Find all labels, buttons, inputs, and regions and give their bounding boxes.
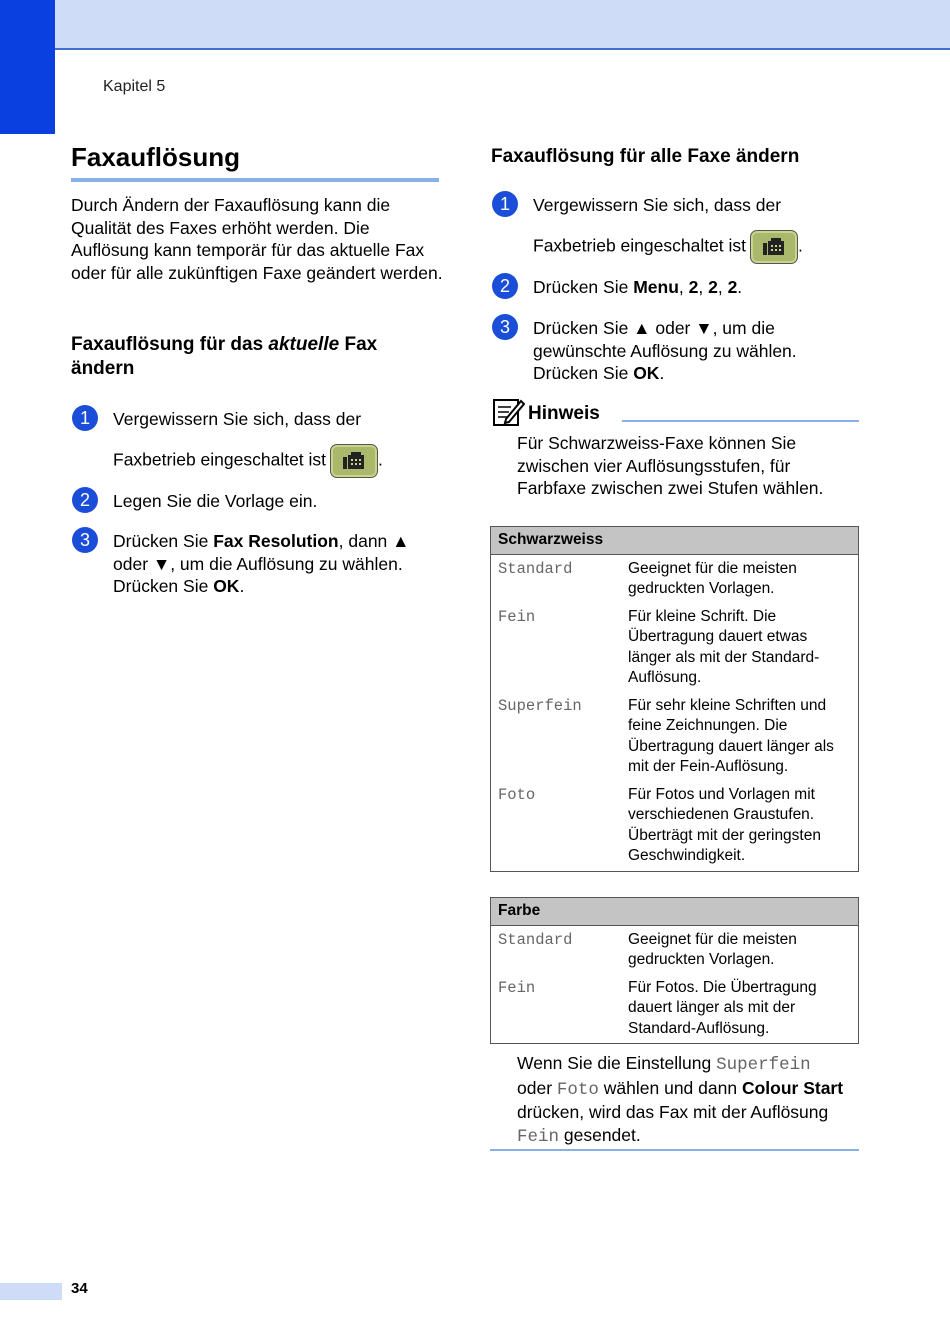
note-end-rule bbox=[490, 1149, 859, 1151]
chapter-tab bbox=[0, 0, 55, 134]
chapter-label: Kapitel 5 bbox=[103, 78, 166, 95]
subheading-all-faxes: Faxauflösung für alle Faxe ändern bbox=[491, 146, 800, 167]
page-number-bar bbox=[0, 1283, 62, 1300]
key-2: 2 bbox=[708, 277, 718, 297]
step-text: . bbox=[798, 235, 803, 256]
desc-cell: Geeignet für die meisten gedruckten Vorlagen. bbox=[628, 930, 797, 968]
step-text: Drücken Sie bbox=[533, 277, 634, 297]
key-colour-start: Colour Start bbox=[741, 1077, 844, 1098]
step-number: 3 bbox=[492, 314, 518, 340]
table-row bbox=[491, 785, 859, 872]
desc-cell: Für sehr kleine Schriften und feine Zeichnungen. Die Übertragung dauert länger als mit der Fein-Auflösung. bbox=[628, 696, 834, 775]
footnote-text: drücken, wird das Fax mit der Auflösung bbox=[517, 1102, 829, 1122]
note-text: Für Schwarzweiss-Faxe können Sie zwischen vier Auflösungsstufen, für Farbfaxe zwischen zwei Stufen wählen. bbox=[517, 433, 824, 498]
step-text: Vergewissern Sie sich, dass der bbox=[113, 409, 362, 429]
subheading-current-fax bbox=[71, 333, 431, 381]
step-text: , bbox=[678, 277, 689, 297]
step-text: Faxbetrieb eingeschaltet ist bbox=[533, 235, 747, 256]
step-number: 1 bbox=[492, 191, 518, 217]
footnote-text: oder bbox=[517, 1077, 557, 1098]
step-text: . bbox=[239, 576, 245, 596]
step-text: . bbox=[378, 449, 383, 470]
subheading-part: Fax ändern bbox=[71, 334, 378, 379]
table-row bbox=[491, 554, 859, 607]
header-bar bbox=[0, 0, 950, 50]
footnote-text: gesendet. bbox=[559, 1124, 641, 1145]
key-fax-resolution: Fax Resolution bbox=[213, 531, 339, 551]
table-row bbox=[491, 696, 859, 785]
step-text: , bbox=[717, 277, 728, 297]
right-step-1 bbox=[533, 194, 853, 264]
subheading-part: Faxauflösung für das bbox=[71, 334, 269, 355]
mode-cell: Fein bbox=[498, 978, 536, 997]
subheading-emphasis: aktuelle bbox=[268, 334, 340, 355]
intro-paragraph: Durch Ändern der Faxauflösung kann die Qualität des Faxes erhöht werden. Die Auflösung kann temporär für das aktuelle Fax oder für alle zukünftigen Faxe geändert werden. bbox=[71, 195, 443, 283]
page-title: Faxauflösung bbox=[71, 142, 241, 172]
table-color bbox=[490, 897, 859, 1044]
mode-cell: Superfein bbox=[498, 696, 582, 715]
key-ok: OK bbox=[213, 576, 240, 596]
table-header: Schwarzweiss bbox=[491, 527, 859, 555]
footnote-text: Wenn Sie die Einstellung bbox=[517, 1053, 717, 1073]
step-text: . bbox=[737, 277, 743, 297]
desc-cell: Für kleine Schrift. Die Übertragung dauert etwas länger als mit der Standard-Auflösung. bbox=[628, 607, 820, 686]
mode-cell: Standard bbox=[498, 930, 573, 949]
mode-cell: Fein bbox=[498, 607, 536, 626]
right-step-2 bbox=[533, 276, 853, 299]
table-row bbox=[491, 607, 859, 696]
step-number: 2 bbox=[492, 273, 518, 299]
fax-key-icon[interactable] bbox=[330, 444, 378, 478]
step-number: 2 bbox=[72, 487, 98, 513]
step-number: 1 bbox=[72, 405, 98, 431]
step-text: , bbox=[698, 277, 709, 297]
title-underline bbox=[71, 178, 439, 182]
note-pencil-icon bbox=[493, 397, 525, 427]
page-number: 34 bbox=[71, 1280, 88, 1297]
mode-cell: Foto bbox=[498, 785, 536, 804]
table-row bbox=[491, 925, 859, 978]
note-title: Hinweis bbox=[528, 403, 600, 424]
step-text: Drücken Sie bbox=[113, 531, 214, 551]
step-text: Drücken Sie bbox=[533, 363, 634, 383]
step-text: Drücken Sie ▲ oder ▼, um die bbox=[533, 318, 775, 338]
key-ok: OK bbox=[633, 363, 660, 383]
left-step-2: Legen Sie die Vorlage ein. bbox=[113, 491, 318, 511]
step-number: 3 bbox=[72, 527, 98, 553]
step-text: . bbox=[659, 363, 665, 383]
table-row bbox=[491, 978, 859, 1044]
left-step-3 bbox=[113, 530, 433, 598]
note-rule bbox=[622, 420, 859, 422]
key-2: 2 bbox=[727, 277, 738, 297]
footnote-text: wählen und dann bbox=[598, 1077, 742, 1098]
table-header: Farbe bbox=[491, 898, 859, 926]
step-text: gewünschte Auflösung zu wählen. bbox=[533, 340, 797, 361]
mode-foto: Foto bbox=[556, 1079, 599, 1100]
mode-fein: Fein bbox=[517, 1126, 560, 1147]
key-2: 2 bbox=[688, 277, 699, 297]
left-step-1 bbox=[113, 408, 433, 478]
mode-cell: Standard bbox=[498, 559, 573, 578]
desc-cell: Für Fotos und Vorlagen mit verschiedenen Graustufen. Überträgt mit der geringsten Geschwindigkeit. bbox=[628, 785, 821, 864]
key-menu: Menu bbox=[633, 277, 679, 297]
desc-cell: Für Fotos. Die Übertragung dauert länger als mit der Standard-Auflösung. bbox=[628, 978, 817, 1037]
right-step-3 bbox=[533, 317, 853, 385]
step-text: Faxbetrieb eingeschaltet ist bbox=[113, 449, 327, 470]
mode-superfein: Superfein bbox=[716, 1055, 811, 1075]
footnote-paragraph bbox=[517, 1052, 862, 1148]
step-text: oder ▼, um die Auflösung zu wählen. bbox=[113, 553, 403, 574]
step-text: Drücken Sie bbox=[113, 576, 214, 596]
step-text: Vergewissern Sie sich, dass der bbox=[533, 195, 782, 215]
table-black-white bbox=[490, 526, 859, 872]
fax-key-icon[interactable] bbox=[750, 230, 798, 264]
desc-cell: Geeignet für die meisten gedruckten Vorlagen. bbox=[628, 559, 797, 597]
step-text: , dann ▲ bbox=[338, 531, 410, 551]
